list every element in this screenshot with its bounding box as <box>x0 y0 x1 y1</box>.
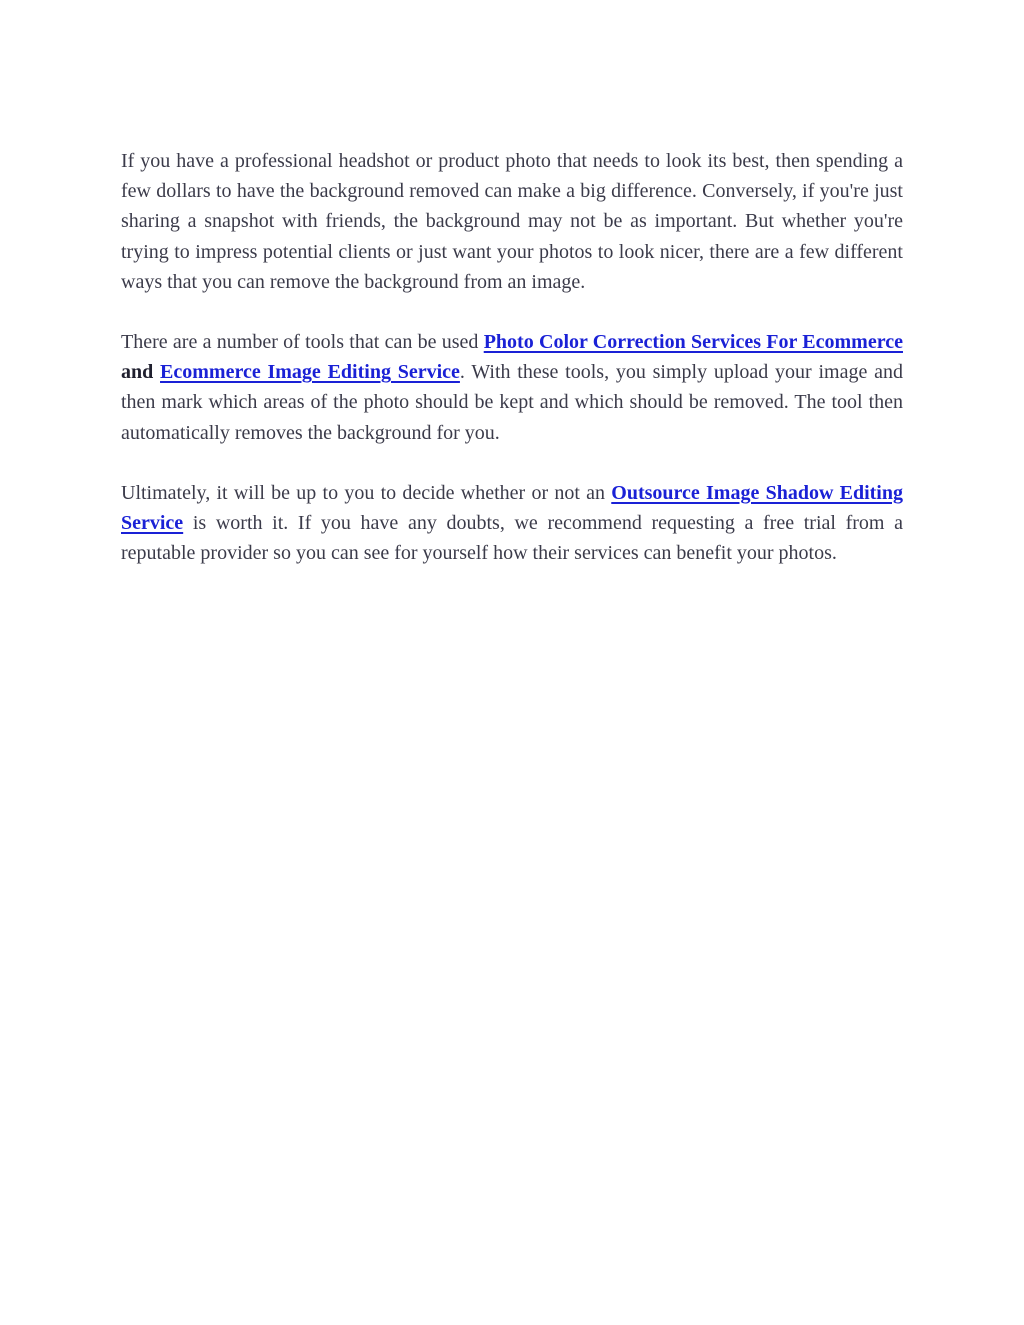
paragraph-text: If you have a professional headshot or product photo that needs to look its best, then spending a few dollars to have the background removed can make a big difference. Conversely, if you're just sharing a snapshot with friends, the background may not be as important. But whether you're trying to impress potential clients or just want your photos to look nicer, there are a few different ways that you can remove the background from an image. <box>121 150 903 293</box>
link-ecommerce-image-editing-service[interactable]: Ecommerce Image Editing Service <box>160 361 460 384</box>
paragraph-conclusion <box>121 478 903 569</box>
connector-and: and <box>121 361 161 384</box>
paragraph-text-after-link: is worth it. If you have any doubts, we recommend requesting a free trial from a reputable provider so you can see for yourself how their services can benefit your photos. <box>121 512 903 565</box>
paragraph-background-removal-intro <box>121 146 903 297</box>
link-outsource-image-shadow-editing-service[interactable]: Outsource Image Shadow Editing Service <box>121 481 903 535</box>
paragraph-text-before-link: There are a number of tools that can be used <box>121 331 484 354</box>
paragraph-text-after-link: . With these tools, you simply upload your image and then mark which areas of the photo should be kept and which should be removed. The tool then automatically removes the background for you. <box>121 361 904 444</box>
link-photo-color-correction-services[interactable]: Photo Color Correction Services For Ecommerce <box>483 331 903 354</box>
paragraph-tools <box>121 327 903 448</box>
document-body <box>121 146 903 598</box>
paragraph-text-before-link: Ultimately, it will be up to you to decide whether or not an <box>121 481 612 504</box>
